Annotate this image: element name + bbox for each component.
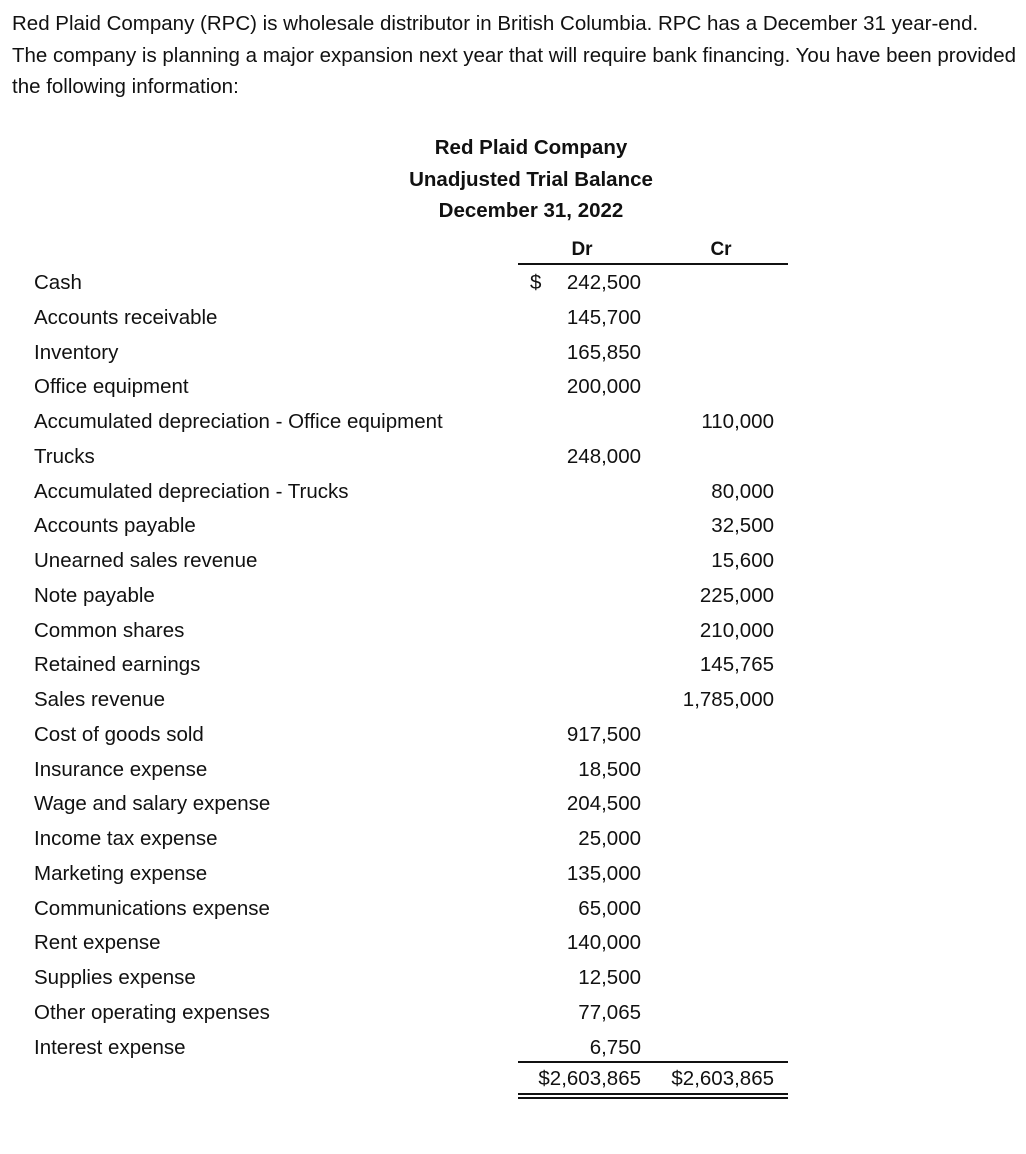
account-name: Insurance expense — [34, 757, 208, 781]
trial-balance-row — [0, 926, 1026, 961]
account-name: Common shares — [34, 618, 185, 642]
trial-balance-row — [0, 822, 1026, 857]
account-name: Marketing expense — [34, 861, 208, 885]
account-name: Accumulated depreciation - Trucks — [34, 479, 349, 503]
account-name: Cash — [34, 271, 82, 294]
debit-amount: 204,500 — [566, 792, 641, 816]
trial-balance-row — [0, 892, 1026, 927]
debit-amount: 248,000 — [566, 444, 641, 468]
account-name: Rent expense — [34, 931, 161, 955]
trial-balance-row — [0, 509, 1026, 544]
account-name: Supplies expense — [34, 966, 196, 989]
trial-balance-row — [0, 301, 1026, 336]
debit-amount: 6,750 — [589, 1035, 641, 1059]
account-name: Accumulated depreciation - Office equipment — [34, 410, 443, 433]
debit-amount: 65,000 — [578, 896, 641, 920]
debit-amount: 18,500 — [578, 757, 641, 781]
account-name: Retained earnings — [34, 653, 201, 677]
debit-amount: 12,500 — [578, 966, 641, 989]
credit-amount: 145,765 — [699, 653, 774, 677]
debit-amount: 917,500 — [566, 722, 641, 746]
debit-amount: 242,500 — [566, 271, 641, 294]
trial-balance-row — [0, 370, 1026, 405]
trial-balance-row — [0, 266, 1026, 301]
credit-amount: 225,000 — [699, 583, 774, 607]
company-name: Red Plaid Company — [434, 136, 628, 159]
debit-column-header: Dr — [571, 239, 593, 260]
trial-balance-row — [0, 405, 1026, 440]
header-underline — [518, 263, 788, 265]
intro-paragraph: Red Plaid Company (RPC) is wholesale distributor in British Columbia. RPC has a December 31 year-end. The company is planning a major expansion next year that will require bank financing. You have been provided the following information: — [12, 12, 1016, 98]
debit-amount: 200,000 — [566, 375, 641, 399]
statement-date: December 31, 2022 — [438, 199, 624, 222]
debit-amount: 77,065 — [578, 1000, 641, 1024]
trial-balance-row — [0, 614, 1026, 649]
account-name: Interest expense — [34, 1035, 186, 1059]
trial-balance-row — [0, 440, 1026, 475]
trial-balance-row — [0, 683, 1026, 718]
totals-double-rule-2 — [518, 1097, 788, 1099]
credit-amount: 32,500 — [711, 514, 774, 538]
account-name: Unearned sales revenue — [34, 549, 258, 572]
account-name: Income tax expense — [34, 827, 218, 850]
account-name: Accounts payable — [34, 514, 196, 538]
account-name: Cost of goods sold — [34, 722, 204, 746]
account-name: Wage and salary expense — [34, 792, 271, 816]
trial-balance-row — [0, 996, 1026, 1031]
statement-title: Unadjusted Trial Balance — [409, 168, 653, 191]
debit-amount: 25,000 — [578, 827, 641, 850]
account-name: Inventory — [34, 340, 119, 364]
currency-symbol: $ — [530, 271, 542, 294]
trial-balance-row — [0, 648, 1026, 683]
credit-amount: 80,000 — [711, 479, 774, 503]
credit-amount: 210,000 — [699, 618, 774, 642]
account-name: Other operating expenses — [34, 1000, 270, 1024]
trial-balance-row — [0, 787, 1026, 822]
trial-balance-row — [0, 961, 1026, 996]
account-name: Office equipment — [34, 375, 189, 399]
trial-balance-row — [0, 579, 1026, 614]
debit-amount: 165,850 — [566, 340, 641, 364]
trial-balance-row — [0, 857, 1026, 892]
credit-amount: 15,600 — [711, 549, 774, 572]
totals-row — [0, 1063, 1026, 1095]
total-debit: $2,603,865 — [538, 1067, 641, 1090]
trial-balance-row — [0, 718, 1026, 753]
credit-amount: 1,785,000 — [682, 688, 774, 711]
account-name: Sales revenue — [34, 688, 166, 711]
debit-amount: 140,000 — [566, 931, 641, 955]
credit-column-header: Cr — [710, 239, 732, 260]
debit-amount: 135,000 — [566, 861, 641, 885]
trial-balance-row — [0, 336, 1026, 371]
credit-amount: 110,000 — [701, 410, 774, 433]
trial-balance-row — [0, 753, 1026, 788]
debit-amount: 145,700 — [566, 305, 641, 329]
trial-balance-row — [0, 475, 1026, 510]
account-name: Communications expense — [34, 896, 270, 920]
trial-balance-row — [0, 1031, 1026, 1066]
totals-double-rule-1 — [518, 1093, 788, 1095]
account-name: Note payable — [34, 583, 155, 607]
account-name: Accounts receivable — [34, 305, 218, 329]
trial-balance-row — [0, 544, 1026, 579]
total-credit: $2,603,865 — [671, 1067, 774, 1090]
account-name: Trucks — [34, 444, 95, 468]
